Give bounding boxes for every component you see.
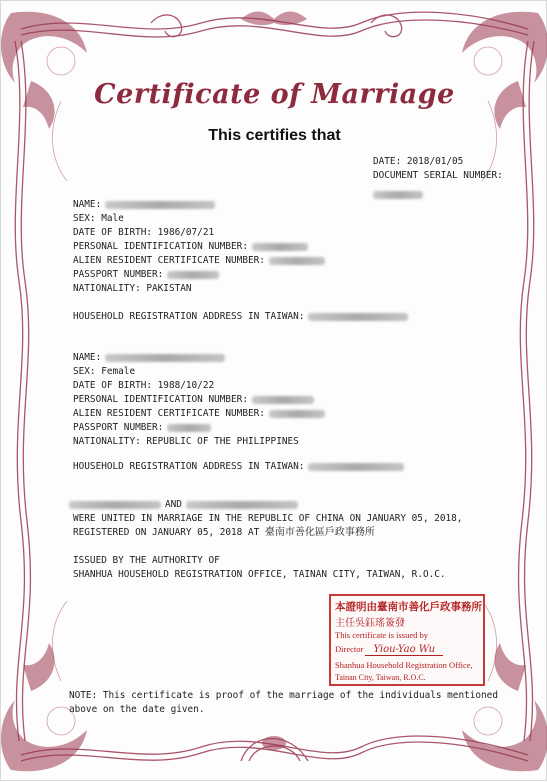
registered-statement-row	[73, 526, 375, 540]
and-text: AND	[165, 499, 182, 510]
stamp-line-6: Tainan City, Taiwan, R.O.C.	[335, 673, 426, 682]
groom-name-label: NAME:	[73, 199, 102, 210]
groom-name-redacted-2	[69, 501, 161, 509]
bride-passport-row	[73, 421, 211, 435]
bride-passport-redacted	[167, 424, 211, 432]
united-statement: WERE UNITED IN MARRIAGE IN THE REPUBLIC OF CHINA ON JANUARY 05, 2018,	[73, 513, 463, 524]
groom-pin-redacted	[252, 243, 308, 251]
groom-nationality: NATIONALITY: PAKISTAN	[73, 283, 192, 294]
bride-name-row	[73, 351, 225, 365]
groom-passport-label: PASSPORT NUMBER:	[73, 269, 164, 280]
bride-name-redacted-2	[186, 501, 298, 509]
groom-address-label: HOUSEHOLD REGISTRATION ADDRESS IN TAIWAN:	[73, 311, 305, 322]
bride-nationality: NATIONALITY: REPUBLIC OF THE PHILIPPINES	[73, 436, 299, 447]
bride-passport-label: PASSPORT NUMBER:	[73, 422, 164, 433]
groom-passport-row	[73, 268, 219, 282]
bride-name-label: NAME:	[73, 352, 102, 363]
stamp-line-cjk-1: 本證明由臺南市善化戶政事務所	[335, 601, 482, 613]
bride-pin-redacted	[252, 396, 314, 404]
bride-arc-row	[73, 407, 325, 421]
bride-arc-label: ALIEN RESIDENT CERTIFICATE NUMBER:	[73, 408, 265, 419]
bride-name-redacted	[105, 354, 225, 362]
stamp-director-label: Director	[335, 644, 364, 654]
certificate-title: Certificate of Marriage	[94, 79, 455, 110]
stamp-line-cjk-2: 主任吳鈺瑤簽發	[335, 618, 405, 629]
issue-date: DATE: 2018/01/05	[373, 156, 464, 167]
director-signature: Yiou-Yao Wu	[365, 644, 443, 656]
groom-name-redacted	[105, 201, 215, 209]
groom-dob: DATE OF BIRTH: 1986/07/21	[73, 227, 215, 238]
groom-passport-redacted	[167, 271, 219, 279]
registration-office-cjk: 臺南市善化區戶政事務所	[264, 527, 375, 538]
groom-address-row	[73, 310, 408, 324]
bride-arc-redacted	[269, 410, 325, 418]
stamp-line-5: Shanhua Household Registration Office,	[335, 660, 473, 670]
bride-dob: DATE OF BIRTH: 1988/10/22	[73, 380, 215, 391]
bride-sex: SEX: Female	[73, 366, 136, 377]
groom-arc-label: ALIEN RESIDENT CERTIFICATE NUMBER:	[73, 255, 265, 266]
issued-by: ISSUED BY THE AUTHORITY OF	[73, 555, 220, 566]
note-line-2: above on the date given.	[69, 704, 205, 715]
issuing-office: SHANHUA HOUSEHOLD REGISTRATION OFFICE, TAINAN CITY, TAIWAN, R.O.C.	[73, 569, 446, 580]
couple-names-row	[69, 498, 298, 512]
groom-sex: SEX: Male	[73, 213, 124, 224]
certificate-subtitle: This certifies that	[208, 127, 341, 144]
bride-pin-label: PERSONAL IDENTIFICATION NUMBER:	[73, 394, 248, 405]
bride-address-label: HOUSEHOLD REGISTRATION ADDRESS IN TAIWAN:	[73, 461, 305, 472]
groom-arc-row	[73, 254, 325, 268]
stamp-line-3: This certificate is issued by	[335, 630, 429, 640]
groom-arc-redacted	[269, 257, 325, 265]
groom-pin-label: PERSONAL IDENTIFICATION NUMBER:	[73, 241, 248, 252]
official-stamp	[329, 594, 485, 686]
registered-statement: REGISTERED ON JANUARY 05, 2018 AT	[73, 527, 260, 538]
serial-number-redacted	[369, 186, 423, 204]
groom-pin-row	[73, 240, 308, 254]
groom-name-row	[73, 198, 215, 212]
bride-pin-row	[73, 393, 314, 407]
bride-address-row	[73, 460, 404, 474]
stamp-director-row	[335, 644, 443, 655]
bride-address-redacted	[308, 463, 404, 471]
groom-address-redacted	[308, 313, 408, 321]
serial-number-label: DOCUMENT SERIAL NUMBER:	[373, 170, 503, 181]
note-line-1: NOTE: This certificate is proof of the marriage of the individuals mentioned	[69, 690, 498, 701]
